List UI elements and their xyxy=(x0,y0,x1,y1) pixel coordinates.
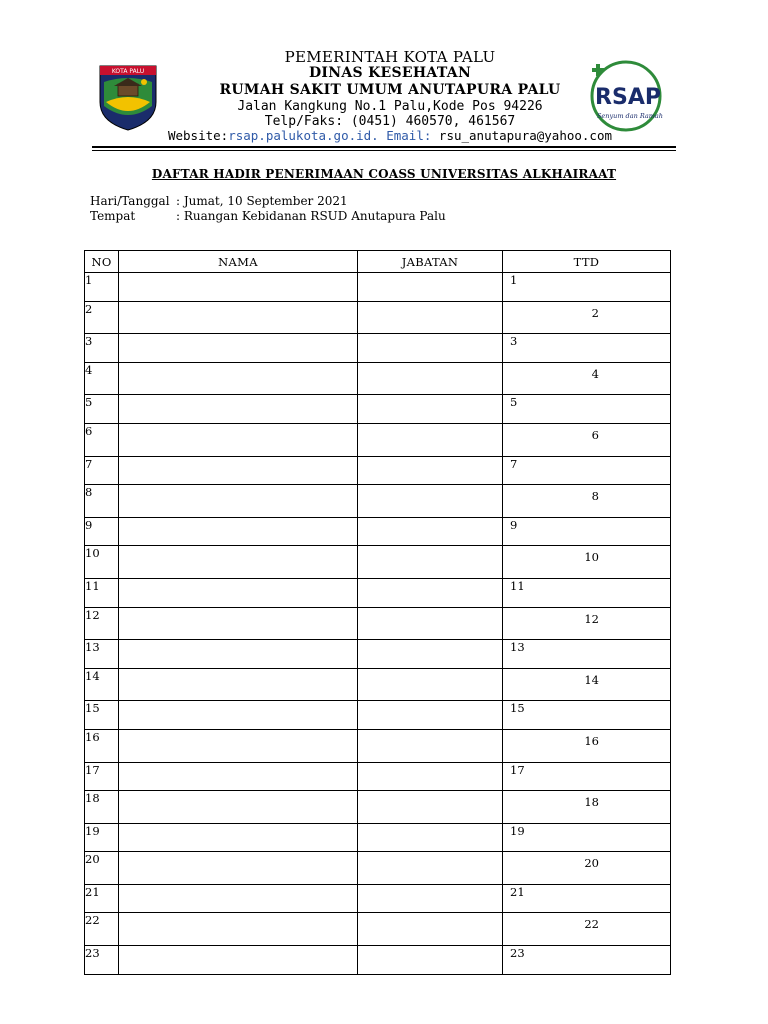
table-row xyxy=(85,791,671,824)
position-cell[interactable] xyxy=(358,517,503,546)
signature-cell[interactable]: 14 xyxy=(503,668,671,701)
position-cell[interactable] xyxy=(358,884,503,913)
position-cell[interactable] xyxy=(358,668,503,701)
document-title: DAFTAR HADIR PENERIMAAN COASS UNIVERSITAS ALKHAIRAAT xyxy=(151,167,617,181)
signature-cell[interactable]: 8 xyxy=(503,485,671,518)
position-cell[interactable] xyxy=(358,701,503,730)
signature-cell[interactable]: 19 xyxy=(503,823,671,852)
row-number: 22 xyxy=(85,913,119,946)
name-cell[interactable] xyxy=(119,852,358,885)
position-cell[interactable] xyxy=(358,456,503,485)
signature-cell[interactable]: 9 xyxy=(503,517,671,546)
attendance-table xyxy=(84,250,671,975)
signature-cell[interactable]: 4 xyxy=(503,362,671,395)
table-row xyxy=(85,607,671,640)
name-cell[interactable] xyxy=(119,791,358,824)
email-label: Email: xyxy=(386,128,432,143)
signature-cell[interactable]: 10 xyxy=(503,546,671,579)
table-row xyxy=(85,301,671,334)
letterhead-divider-thick xyxy=(92,146,676,148)
rsap-hospital-logo-icon xyxy=(584,56,668,140)
place-info xyxy=(90,209,446,223)
name-cell[interactable] xyxy=(119,456,358,485)
row-number: 4 xyxy=(85,362,119,395)
letterhead-hospital-name: RUMAH SAKIT UMUM ANUTAPURA PALU xyxy=(219,82,561,98)
table-row xyxy=(85,546,671,579)
table-row xyxy=(85,668,671,701)
letterhead-address: Jalan Kangkung No.1 Palu,Kode Pos 94226 xyxy=(237,99,543,114)
table-row xyxy=(85,485,671,518)
name-cell[interactable] xyxy=(119,668,358,701)
header-ttd: TTD xyxy=(503,251,671,273)
name-cell[interactable] xyxy=(119,517,358,546)
table-header-row xyxy=(85,251,671,273)
name-cell[interactable] xyxy=(119,946,358,975)
position-cell[interactable] xyxy=(358,729,503,762)
name-cell[interactable] xyxy=(119,884,358,913)
table-row xyxy=(85,913,671,946)
row-number: 21 xyxy=(85,884,119,913)
signature-cell[interactable]: 21 xyxy=(503,884,671,913)
signature-cell[interactable]: 16 xyxy=(503,729,671,762)
table-row xyxy=(85,762,671,791)
name-cell[interactable] xyxy=(119,546,358,579)
position-cell[interactable] xyxy=(358,791,503,824)
signature-cell[interactable]: 13 xyxy=(503,640,671,669)
table-row xyxy=(85,362,671,395)
rsap-logo-tagline: Senyum dan Ramah xyxy=(596,112,664,120)
signature-cell[interactable]: 11 xyxy=(503,578,671,607)
row-number: 19 xyxy=(85,823,119,852)
row-number: 1 xyxy=(85,273,119,302)
row-number: 13 xyxy=(85,640,119,669)
position-cell[interactable] xyxy=(358,640,503,669)
position-cell[interactable] xyxy=(358,301,503,334)
table-body xyxy=(85,273,671,975)
signature-cell[interactable]: 22 xyxy=(503,913,671,946)
name-cell[interactable] xyxy=(119,729,358,762)
header-jabatan: JABATAN xyxy=(358,251,503,273)
signature-cell[interactable]: 17 xyxy=(503,762,671,791)
row-number: 10 xyxy=(85,546,119,579)
date-value: : Jumat, 10 September 2021 xyxy=(176,194,348,208)
name-cell[interactable] xyxy=(119,578,358,607)
row-number: 3 xyxy=(85,334,119,363)
name-cell[interactable] xyxy=(119,423,358,456)
place-value: : Ruangan Kebidanan RSUD Anutapura Palu xyxy=(176,209,446,223)
table-row xyxy=(85,640,671,669)
row-number: 6 xyxy=(85,423,119,456)
position-cell[interactable] xyxy=(358,578,503,607)
emblem-banner-text: KOTA PALU xyxy=(111,68,145,75)
letterhead-government: PEMERINTAH KOTA PALU xyxy=(284,48,496,66)
header-no: NO xyxy=(85,251,119,273)
table-row xyxy=(85,517,671,546)
row-number: 7 xyxy=(85,456,119,485)
row-number: 5 xyxy=(85,395,119,424)
row-number: 16 xyxy=(85,729,119,762)
name-cell[interactable] xyxy=(119,640,358,669)
signature-cell[interactable]: 20 xyxy=(503,852,671,885)
table-row xyxy=(85,852,671,885)
name-cell[interactable] xyxy=(119,395,358,424)
signature-cell[interactable]: 3 xyxy=(503,334,671,363)
table-row xyxy=(85,884,671,913)
position-cell[interactable] xyxy=(358,607,503,640)
name-cell[interactable] xyxy=(119,913,358,946)
position-cell[interactable] xyxy=(358,852,503,885)
row-number: 14 xyxy=(85,668,119,701)
position-cell[interactable] xyxy=(358,273,503,302)
table-row xyxy=(85,423,671,456)
table-row xyxy=(85,395,671,424)
email-link[interactable]: rsu_anutapura@yahoo.com xyxy=(438,128,613,143)
row-number: 18 xyxy=(85,791,119,824)
signature-cell[interactable]: 5 xyxy=(503,395,671,424)
row-number: 11 xyxy=(85,578,119,607)
signature-cell[interactable]: 12 xyxy=(503,607,671,640)
row-number: 2 xyxy=(85,301,119,334)
row-number: 9 xyxy=(85,517,119,546)
signature-cell[interactable]: 15 xyxy=(503,701,671,730)
name-cell[interactable] xyxy=(119,334,358,363)
name-cell[interactable] xyxy=(119,701,358,730)
signature-cell[interactable]: 6 xyxy=(503,423,671,456)
letterhead-divider-thin xyxy=(92,150,676,151)
table-row xyxy=(85,273,671,302)
place-label: Tempat xyxy=(90,209,136,223)
name-cell[interactable] xyxy=(119,823,358,852)
table-row xyxy=(85,578,671,607)
position-cell[interactable] xyxy=(358,546,503,579)
row-number: 15 xyxy=(85,701,119,730)
row-number: 20 xyxy=(85,852,119,885)
name-cell[interactable] xyxy=(119,762,358,791)
table-row xyxy=(85,729,671,762)
letterhead-phone: Telp/Faks: (0451) 460570, 461567 xyxy=(264,114,516,129)
row-number: 8 xyxy=(85,485,119,518)
date-info xyxy=(90,194,348,208)
website-label: Website: xyxy=(167,128,229,143)
website-link[interactable]: rsap.palukota.go.id. xyxy=(228,128,379,143)
row-number: 17 xyxy=(85,762,119,791)
letterhead-contact xyxy=(130,128,650,143)
table-row xyxy=(85,946,671,975)
signature-cell[interactable]: 18 xyxy=(503,791,671,824)
signature-cell[interactable]: 2 xyxy=(503,301,671,334)
name-cell[interactable] xyxy=(119,607,358,640)
signature-cell[interactable]: 1 xyxy=(503,273,671,302)
date-label: Hari/Tanggal xyxy=(90,194,170,208)
position-cell[interactable] xyxy=(358,334,503,363)
position-cell[interactable] xyxy=(358,913,503,946)
name-cell[interactable] xyxy=(119,485,358,518)
letterhead xyxy=(0,40,768,150)
position-cell[interactable] xyxy=(358,362,503,395)
signature-cell[interactable]: 7 xyxy=(503,456,671,485)
row-number: 12 xyxy=(85,607,119,640)
table-row xyxy=(85,334,671,363)
position-cell[interactable] xyxy=(358,946,503,975)
row-number: 23 xyxy=(85,946,119,975)
position-cell[interactable] xyxy=(358,423,503,456)
name-cell[interactable] xyxy=(119,362,358,395)
signature-cell[interactable]: 23 xyxy=(503,946,671,975)
table-row xyxy=(85,823,671,852)
name-cell[interactable] xyxy=(119,273,358,302)
position-cell[interactable] xyxy=(358,485,503,518)
table-row xyxy=(85,456,671,485)
header-nama: NAMA xyxy=(119,251,358,273)
name-cell[interactable] xyxy=(119,301,358,334)
letterhead-agency: DINAS KESEHATAN xyxy=(308,65,472,81)
rsap-logo-text: RSAP xyxy=(595,85,661,110)
table-row xyxy=(85,701,671,730)
position-cell[interactable] xyxy=(358,762,503,791)
position-cell[interactable] xyxy=(358,395,503,424)
position-cell[interactable] xyxy=(358,823,503,852)
